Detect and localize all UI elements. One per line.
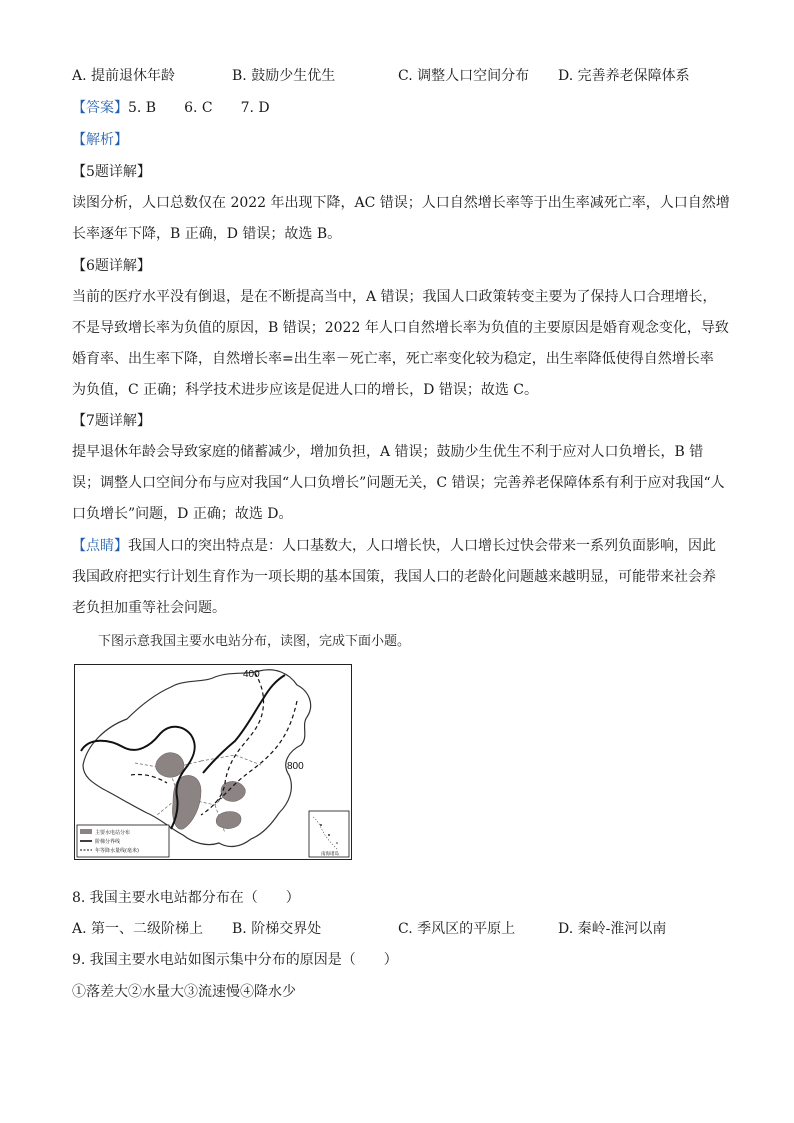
- label-400: 400: [243, 669, 260, 680]
- answer-values: 5. B 6. C 7. D: [128, 100, 270, 116]
- hydropower-map: [74, 664, 352, 860]
- inset-island-3: [336, 842, 338, 844]
- isoline-south: [131, 774, 167, 783]
- q5-line-1: 读图分析，人口总数仅在 2022 年出现下降，AC 错误；人口自然增长率等于出生率减死亡率，人口自然增: [72, 195, 730, 211]
- q7-line-3: 口负增长”问题，D 正确；故选 D。: [72, 506, 293, 522]
- q8-option-b: B. 阶梯交界处: [232, 921, 322, 937]
- q8-option-d: D. 秦岭-淮河以南: [558, 921, 667, 937]
- q9-choices: ①落差大②水量大③流速慢④降水少: [72, 984, 296, 1000]
- hydro-region-4: [216, 812, 241, 829]
- tip-text-1: 我国人口的突出特点是：人口基数大，人口增长快，人口增长过快会带来一系列负面影响，因此: [128, 538, 716, 554]
- inset-island-1: [320, 824, 322, 826]
- q9-stem: 9. 我国主要水电站如图示集中分布的原因是（ ）: [72, 952, 398, 968]
- option-c: C. 调整人口空间分布: [398, 68, 530, 84]
- map-intro: 下图示意我国主要水电站分布，读图，完成下面小题。: [98, 634, 411, 649]
- q7-tag: 【7题详解】: [72, 413, 151, 429]
- legend-label-hydro: 主要水电站分布: [95, 830, 131, 836]
- inset-label: 南海诸岛: [321, 852, 339, 857]
- q8-option-a: A. 第一、二级阶梯上: [72, 921, 204, 937]
- answer-line: [72, 98, 270, 118]
- q6-line-2: 不是导致增长率为负值的原因，B 错误；2022 年人口自然增长率为负值的主要原因是婚育观念变化，导致: [72, 320, 729, 336]
- option-b: B. 鼓励少生优生: [232, 68, 336, 84]
- map-svg: [75, 665, 351, 859]
- q8-stem: 8. 我国主要水电站都分布在（ ）: [72, 890, 300, 906]
- q6-line-4: 为负值，C 正确；科学技术进步应该是促进人口的增长，D 错误；故选 C。: [72, 382, 538, 398]
- q5-tag: 【5题详解】: [72, 164, 151, 180]
- china-outline: [83, 670, 311, 847]
- option-a: A. 提前退休年龄: [72, 68, 176, 84]
- tip-tag: 【点睛】: [72, 538, 128, 554]
- analysis-tag: 【解析】: [72, 132, 128, 148]
- q5-line-2: 长率逐年下降，B 正确，D 错误；故选 B。: [72, 226, 342, 242]
- q6-tag: 【6题详解】: [72, 258, 151, 274]
- legend-label-step: 阶梯分界线: [95, 839, 121, 845]
- tip-line-1: [72, 536, 716, 556]
- q8-option-c: C. 季风区的平原上: [398, 921, 516, 937]
- tip-line-3: 老负担加重等社会问题。: [72, 600, 226, 616]
- q7-line-1: 提早退休年龄会导致家庭的储蓄减少，增加负担，A 错误；鼓励少生优生不利于应对人口负增长，B 错: [72, 444, 704, 460]
- q6-line-1: 当前的医疗水平没有倒退，是在不断提高当中，A 错误；我国人口政策转变主要为了保持人口合理增长，: [72, 289, 717, 305]
- q6-line-3: 婚育率、出生率下降，自然增长率=出生率－死亡率，死亡率变化较为稳定，出生率降低使得自然增长率: [72, 351, 714, 367]
- tip-line-2: 我国政府把实行计划生育作为一项长期的基本国策，我国人口的老龄化问题越来越明显，可能带来社会养: [72, 569, 716, 585]
- step-boundary-2: [203, 675, 285, 773]
- label-800: 800: [287, 761, 304, 772]
- option-d: D. 完善养老保障体系: [558, 68, 690, 84]
- hydro-region-3: [221, 782, 245, 802]
- answer-tag: 【答案】: [72, 100, 128, 116]
- legend-swatch-hydro: [80, 829, 92, 834]
- legend-label-iso: 年等降水量线(毫米): [95, 848, 139, 854]
- q7-line-2: 误；调整人口空间分布与应对我国“人口负增长”问题无关，C 错误；完善养老保障体系有利于应对我国“人: [72, 475, 725, 491]
- hydro-region-1: [156, 753, 184, 778]
- inset-island-2: [328, 834, 330, 836]
